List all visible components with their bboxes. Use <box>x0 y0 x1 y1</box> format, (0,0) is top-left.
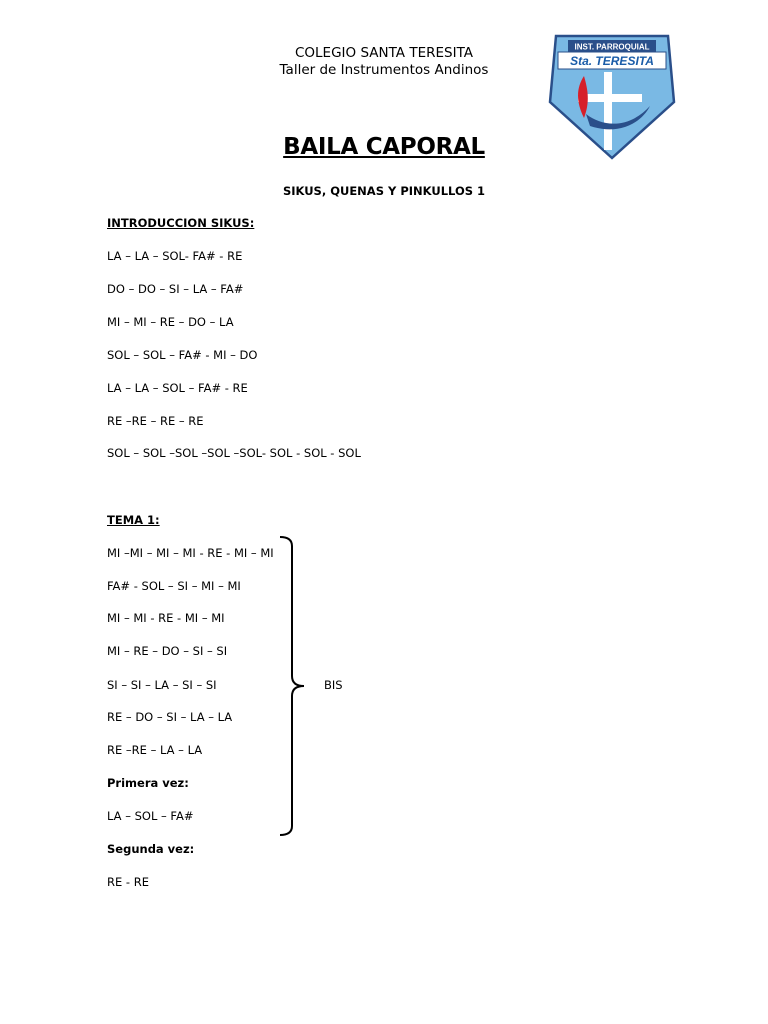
segunda-vez-label: Segunda vez: <box>107 842 195 856</box>
tema-line: RE – DO – SI – LA – LA <box>107 710 233 724</box>
bis-label: BIS <box>324 678 343 692</box>
page-title: BAILA CAPORAL <box>283 134 485 160</box>
tema-line: MI – RE – DO – SI – SI <box>107 644 228 658</box>
workshop-name: Taller de Instrumentos Andinos <box>279 62 489 78</box>
tema-line: MI – MI - RE - MI – MI <box>107 611 225 625</box>
intro-line: SOL – SOL – FA# - MI – DO <box>107 348 258 362</box>
tema-line: RE –RE – LA – LA <box>107 743 203 757</box>
primera-vez-line: LA – SOL – FA# <box>107 809 194 823</box>
intro-line: DO – DO – SI – LA – FA# <box>107 282 244 296</box>
tema-line: SI – SI – LA – SI – SI <box>107 678 217 692</box>
page-subtitle: SIKUS, QUENAS Y PINKULLOS 1 <box>282 184 486 198</box>
intro-line: LA – LA – SOL – FA# - RE <box>107 381 248 395</box>
intro-heading: INTRODUCCION SIKUS: <box>107 216 255 230</box>
segunda-vez-line: RE - RE <box>107 875 149 889</box>
primera-vez-label: Primera vez: <box>107 776 189 790</box>
school-name: COLEGIO SANTA TERESITA <box>294 45 473 61</box>
tema-heading: TEMA 1: <box>107 513 160 527</box>
tema-line: MI –MI – MI – MI - RE - MI – MI <box>107 546 274 560</box>
intro-line: LA – LA – SOL- FA# - RE <box>107 249 243 263</box>
logo-top-text: INST. PARROQUIAL <box>574 42 650 52</box>
tema-line: FA# - SOL – SI – MI – MI <box>107 579 241 593</box>
intro-line: MI – MI – RE – DO – LA <box>107 315 234 329</box>
repeat-bracket <box>276 534 316 838</box>
logo-name-text: Sta. TERESITA <box>570 54 654 68</box>
intro-line: RE –RE – RE – RE <box>107 414 204 428</box>
intro-line: SOL – SOL –SOL –SOL –SOL- SOL - SOL - SOL <box>107 446 361 460</box>
